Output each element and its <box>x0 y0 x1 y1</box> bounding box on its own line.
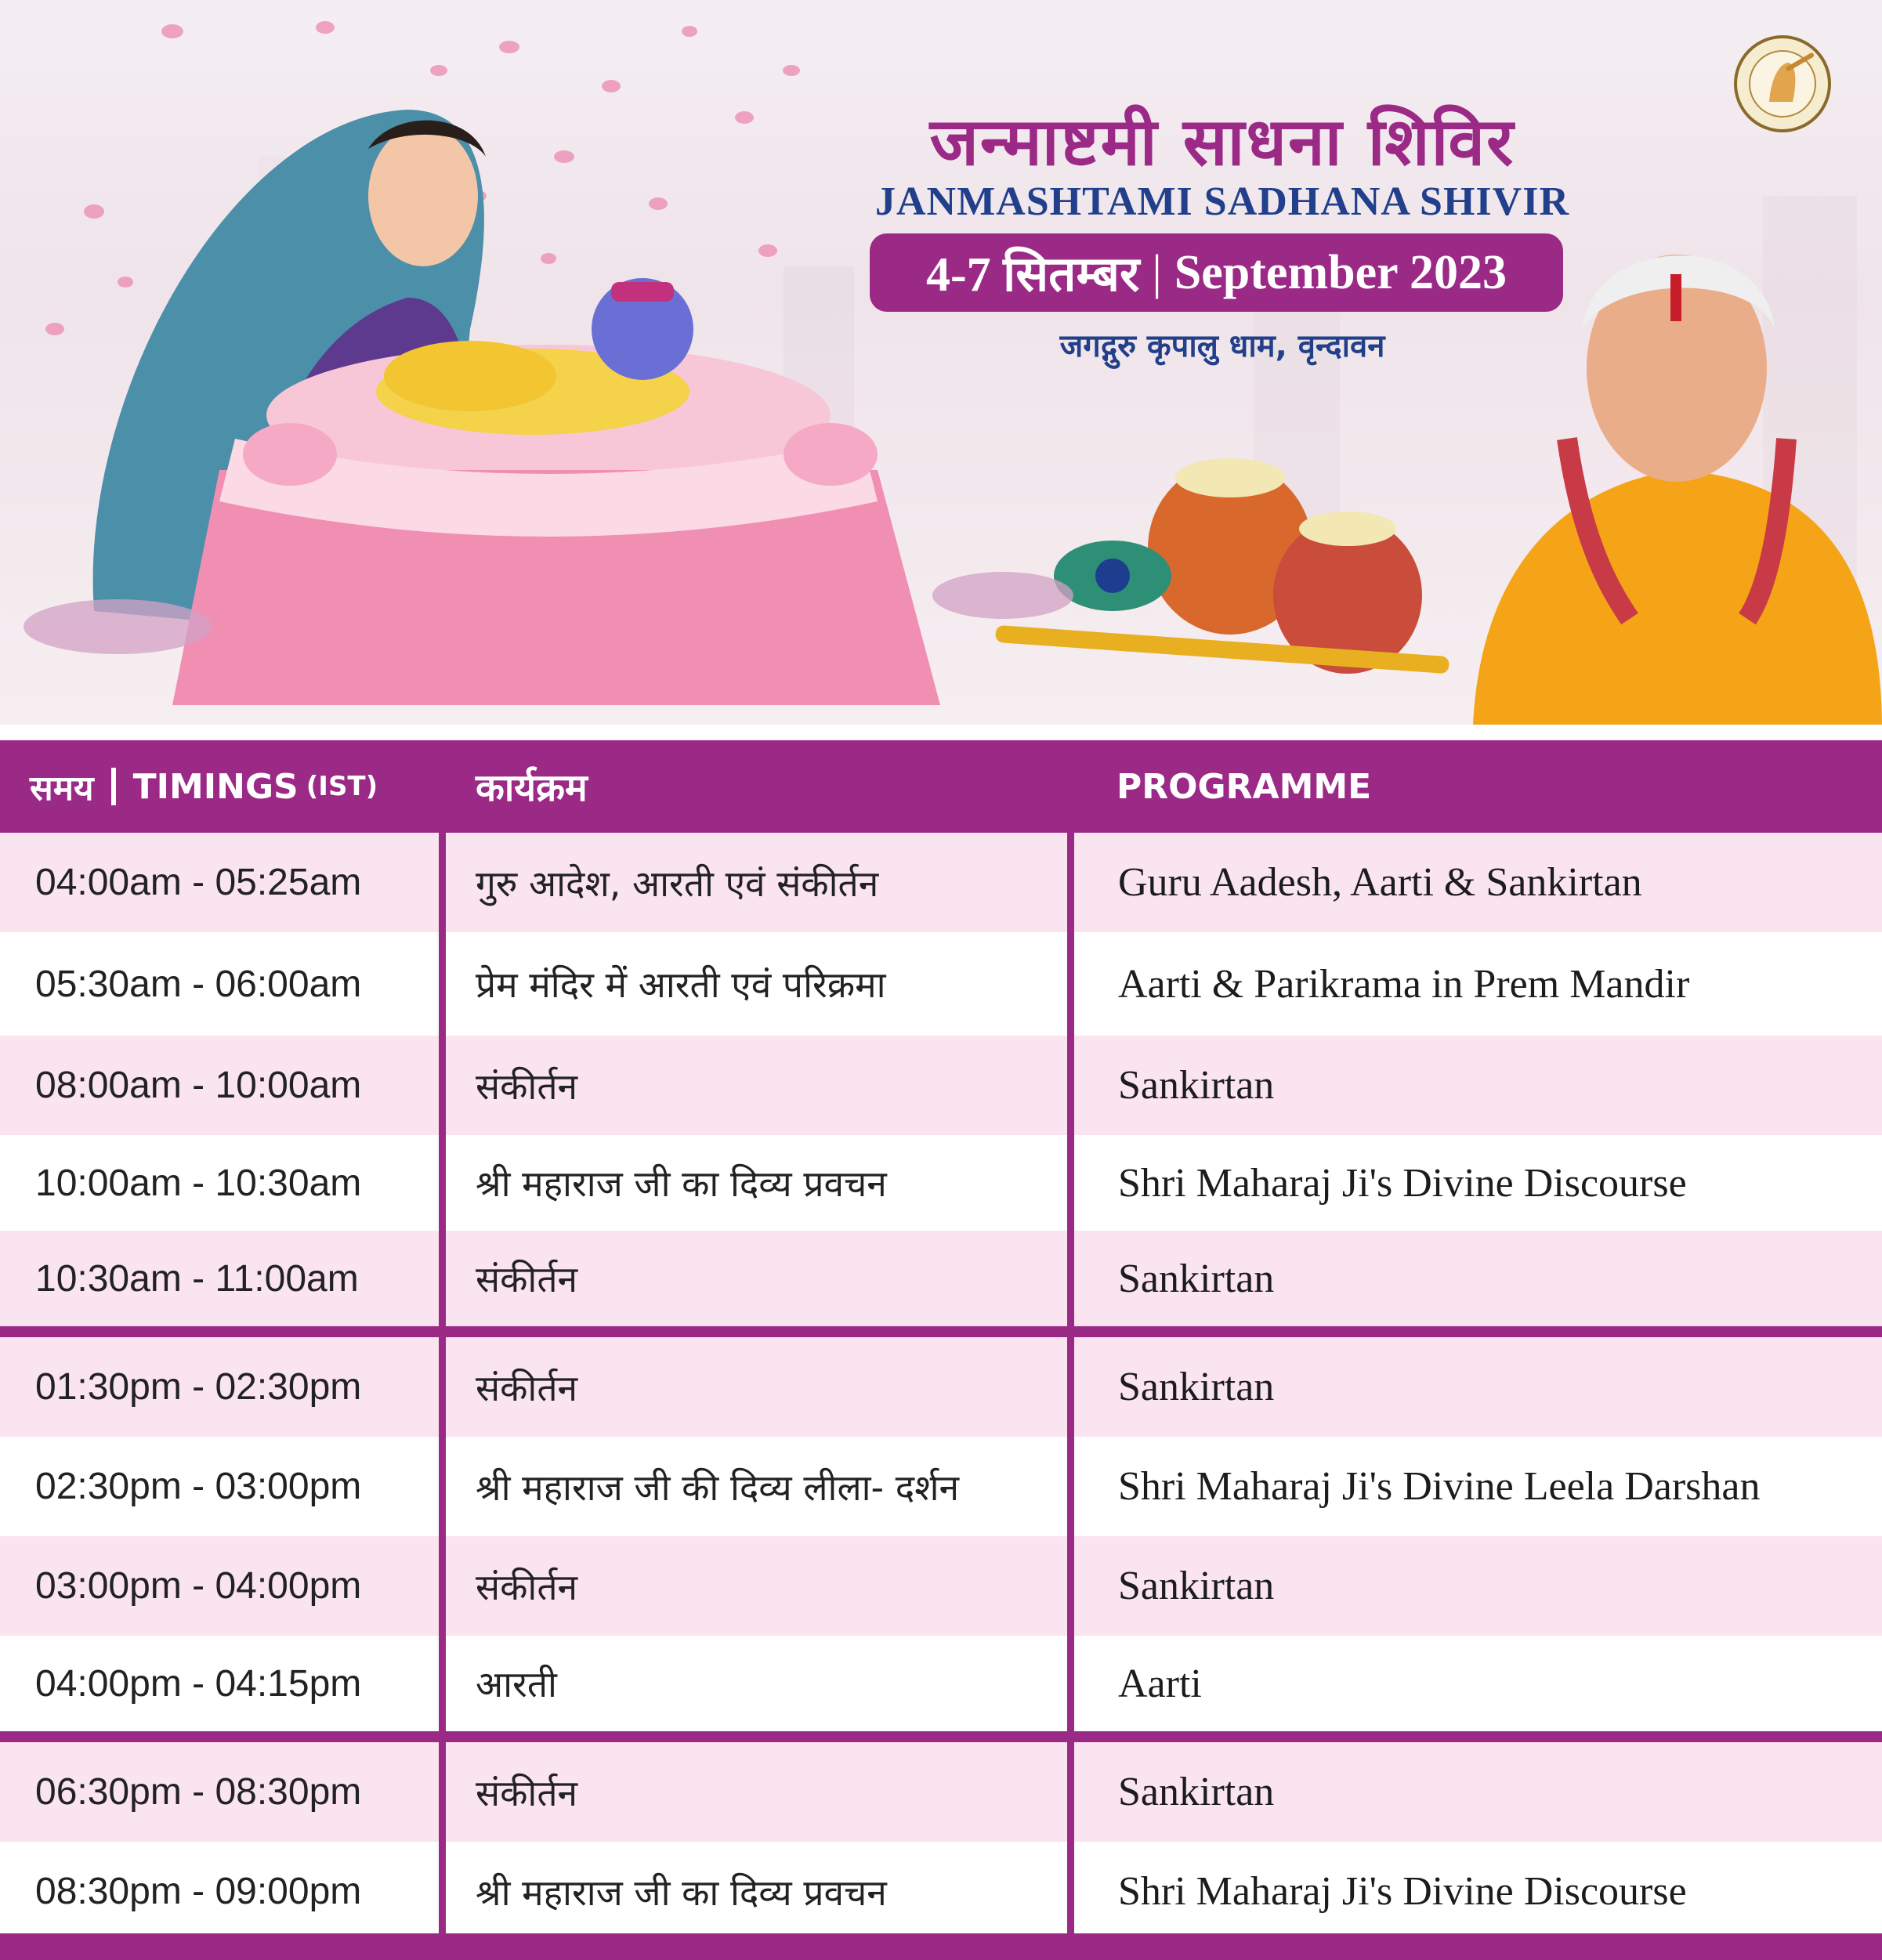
butter-pots-icon <box>995 458 1450 674</box>
programme-english-cell: Sankirtan <box>1118 1256 1275 1301</box>
time-cell: 01:30pm - 02:30pm <box>35 1366 362 1408</box>
table-row <box>0 833 1882 932</box>
time-cell: 04:00pm - 04:15pm <box>35 1662 362 1705</box>
time-cell: 03:00pm - 04:00pm <box>35 1565 362 1607</box>
programme-english-cell: Sankirtan <box>1118 1063 1275 1108</box>
session-separator <box>0 1731 1882 1742</box>
programme-english-cell: Aarti & Parikrama in Prem Mandir <box>1118 961 1690 1007</box>
programme-hindi-cell: गुरु आदेश, आरती एवं संकीर्तन <box>476 862 879 905</box>
programme-hindi-cell: आरती <box>476 1663 557 1705</box>
time-cell: 02:30pm - 03:00pm <box>35 1466 362 1507</box>
title-english: JANMASHTAMI SADHANA SHIVIR <box>874 179 1569 224</box>
time-cell: 06:30pm - 08:30pm <box>35 1771 362 1813</box>
programme-english-cell: Sankirtan <box>1118 1365 1275 1409</box>
programme-hindi-cell: संकीर्तन <box>476 1258 578 1300</box>
header-programme-english: PROGRAMME <box>1117 766 1372 807</box>
date-english: September 2023 <box>1174 245 1507 299</box>
table-row <box>0 1231 1882 1326</box>
organisation-logo-icon <box>1732 33 1833 135</box>
table-row <box>0 1536 1882 1636</box>
column-divider <box>1067 833 1074 1933</box>
time-cell: 04:00am - 05:25am <box>35 862 362 903</box>
table-row <box>0 1135 1882 1231</box>
date-hindi: 4-7 सितम्बर <box>926 248 1140 302</box>
column-divider <box>439 833 446 1933</box>
table-row <box>0 1036 1882 1135</box>
table-row <box>0 1437 1882 1536</box>
header-timings <box>30 740 378 833</box>
event-banner <box>0 0 1882 725</box>
programme-hindi-cell: संकीर्तन <box>476 1565 578 1608</box>
programme-hindi-cell: श्री महाराज जी की दिव्य लीला- दर्शन <box>476 1466 960 1509</box>
programme-hindi-cell: संकीर्तन <box>476 1771 578 1814</box>
time-cell: 10:00am - 10:30am <box>35 1162 362 1204</box>
date-badge <box>870 233 1563 312</box>
schedule-table <box>0 740 1882 1960</box>
header-time-hindi: समय <box>30 768 94 808</box>
table-row <box>0 1636 1882 1731</box>
table-header <box>0 740 1882 833</box>
programme-english-cell: Sankirtan <box>1118 1564 1275 1608</box>
time-cell: 10:30am - 11:00am <box>35 1257 359 1300</box>
time-cell: 08:00am - 10:00am <box>35 1065 362 1106</box>
date-separator: | <box>1152 245 1162 299</box>
header-programme-hindi: कार्यक्रम <box>476 765 588 810</box>
programme-hindi-cell: संकीर्तन <box>476 1065 578 1108</box>
programme-english-cell: Shri Maharaj Ji's Divine Discourse <box>1118 1869 1687 1914</box>
time-cell: 08:30pm - 09:00pm <box>35 1871 362 1912</box>
table-row <box>0 1337 1882 1437</box>
table-row <box>0 1742 1882 1842</box>
programme-english-cell: Sankirtan <box>1118 1770 1275 1814</box>
programme-hindi-cell: प्रेम मंदिर में आरती एवं परिक्रमा <box>476 964 886 1006</box>
session-separator <box>0 1326 1882 1337</box>
title-hindi: जन्माष्टमी साधना शिविर <box>929 103 1515 180</box>
programme-english-cell: Aarti <box>1118 1661 1202 1706</box>
programme-hindi-cell: श्री महाराज जी का दिव्य प्रवचन <box>476 1163 887 1205</box>
programme-english-cell: Shri Maharaj Ji's Divine Leela Darshan <box>1118 1464 1761 1509</box>
programme-english-cell: Shri Maharaj Ji's Divine Discourse <box>1118 1160 1687 1206</box>
programme-english-cell: Guru Aadesh, Aarti & Sankirtan <box>1118 860 1642 905</box>
venue-text: जगद्गुरु कृपालु धाम, वृन्दावन <box>1059 328 1385 364</box>
programme-hindi-cell: श्री महाराज जी का दिव्य प्रवचन <box>476 1871 887 1914</box>
header-separator <box>111 768 116 805</box>
table-row <box>0 932 1882 1036</box>
header-time-zone: (IST) <box>306 771 378 802</box>
table-footer-bar <box>0 1933 1882 1960</box>
time-cell: 05:30am - 06:00am <box>35 963 362 1005</box>
header-time-english: TIMINGS <box>132 766 299 807</box>
programme-hindi-cell: संकीर्तन <box>476 1366 578 1409</box>
table-row <box>0 1842 1882 1941</box>
